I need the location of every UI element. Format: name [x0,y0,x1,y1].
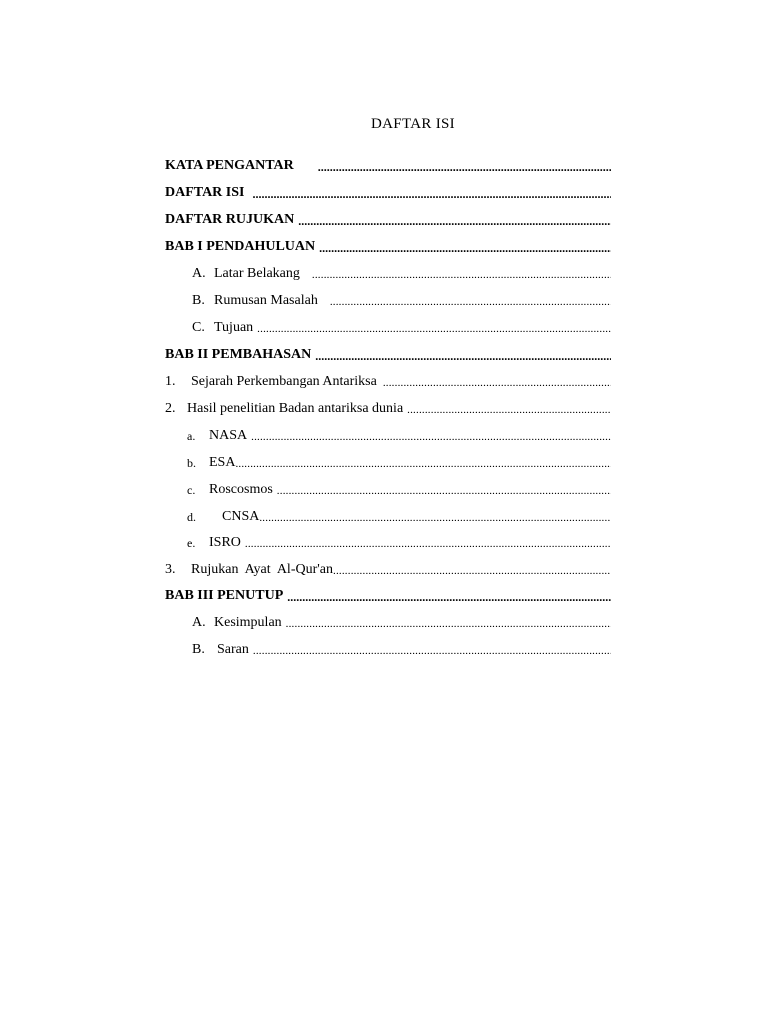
toc-leader-dots [312,267,611,284]
toc-leader-dots [383,375,611,392]
toc-label: Latar Belakang [214,266,300,281]
toc-label: DAFTAR ISI [165,185,245,200]
toc-label: BAB I PENDAHULUAN [165,239,316,254]
toc-leader-dots [235,456,611,473]
toc-entry-daftar-rujukan [165,210,611,230]
toc-marker: A. [192,266,206,281]
toc-leader-dots [251,429,611,446]
toc-entry-bab-1 [165,237,611,257]
toc-entry-bab-2 [165,345,611,365]
toc-entry-cnsa [187,507,611,527]
toc-marker: b. [187,456,196,470]
toc-label: DAFTAR RUJUKAN [165,212,295,227]
toc-marker: A. [192,615,206,630]
toc-entry-kesimpulan [192,613,611,633]
toc-entry-saran [192,640,611,660]
toc-leader-dots [330,294,611,311]
toc-marker: d. [187,510,196,524]
toc-leader-dots [277,483,611,500]
page-title: DAFTAR ISI [371,116,455,132]
toc-marker: a. [187,429,196,443]
toc-entry-latar-belakang [192,264,611,284]
toc-marker: e. [187,536,196,550]
toc-label: Roscosmos [209,482,273,497]
toc-label: ESA [209,455,236,470]
toc-marker: B. [192,642,205,657]
toc-leader-dots [257,321,611,338]
toc-entry-roscosmos [187,480,611,500]
toc-entry-kata-pengantar [165,156,611,176]
toc-leader-dots [253,643,611,660]
toc-entry-bab-3 [165,586,611,606]
toc-entry-sejarah-antariksa [165,372,611,392]
toc-leader-dots [333,563,611,580]
toc-label: ISRO [209,535,241,550]
toc-entry-nasa [187,426,611,446]
toc-leader-dots [252,186,611,203]
toc-label: Rumusan Masalah [214,293,318,308]
toc-entry-hasil-penelitian [165,399,611,419]
toc-label: Tujuan [214,320,254,335]
toc-marker: 1. [165,374,176,389]
toc-marker: 2. [165,401,176,416]
toc-leader-dots [407,402,611,419]
toc-leader-dots [286,616,611,633]
toc-entry-tujuan [192,318,611,338]
toc-leader-dots [319,240,611,257]
toc-entry-esa [187,453,611,473]
toc-label: CNSA [222,509,260,524]
toc-label: Saran [217,642,249,657]
toc-leader-dots [318,159,611,176]
toc-label: Hasil penelitian Badan antariksa dunia [187,401,404,416]
toc-label: BAB III PENUTUP [165,588,284,603]
toc-label: Rujukan Ayat Al-Qur'an [191,562,333,577]
toc-label: Sejarah Perkembangan Antariksa [191,374,377,389]
toc-leader-dots [259,510,611,527]
toc-marker: c. [187,483,196,497]
toc-leader-dots [287,589,611,606]
toc-label: KATA PENGANTAR [165,158,294,173]
toc-leader-dots [315,348,611,365]
toc-marker: B. [192,293,205,308]
toc-label: NASA [209,428,248,443]
toc-entry-isro [187,533,611,553]
toc-label: Kesimpulan [214,615,282,630]
toc-leader-dots [245,536,611,553]
toc-entry-rujukan-ayat [165,560,611,580]
toc-entry-rumusan-masalah [192,291,611,311]
toc-leader-dots [298,213,611,230]
toc-marker: 3. [165,562,176,577]
toc-entry-daftar-isi [165,183,611,203]
toc-label: BAB II PEMBAHASAN [165,347,312,362]
toc-marker: C. [192,320,205,335]
